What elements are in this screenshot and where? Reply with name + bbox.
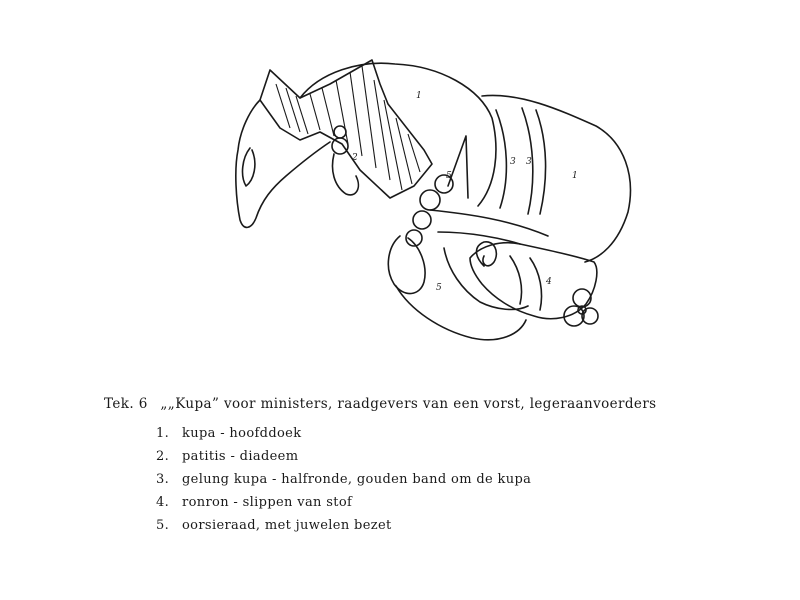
patitis-knob-top bbox=[334, 126, 346, 138]
front-ornament-inner bbox=[243, 148, 255, 186]
legend-item-number: 2. bbox=[156, 449, 170, 464]
drawing-label-5a: 5 bbox=[446, 171, 452, 181]
legend-item-text: ronron - slippen van stof bbox=[182, 495, 353, 510]
ronron-fold-2 bbox=[530, 258, 542, 310]
ronron-curl bbox=[477, 242, 497, 266]
legend-item bbox=[156, 472, 531, 495]
figure-caption bbox=[104, 396, 657, 412]
jewel-2 bbox=[420, 190, 440, 210]
legend-item-number: 5. bbox=[156, 518, 170, 533]
legend-item bbox=[156, 449, 531, 472]
jewel-3 bbox=[413, 211, 431, 229]
drawing-label-5b: 5 bbox=[436, 283, 442, 293]
kupa-dome-back bbox=[482, 95, 630, 262]
lower-inner-curve bbox=[444, 248, 528, 309]
patitis-knob-mid bbox=[332, 138, 348, 154]
legend-item-number: 1. bbox=[156, 426, 170, 441]
kupa-lower-band bbox=[430, 210, 548, 244]
figure-number: Tek. 6 bbox=[104, 396, 148, 412]
front-ornament bbox=[236, 100, 330, 227]
drawing-label-1b: 1 bbox=[572, 171, 578, 181]
legend-item bbox=[156, 518, 531, 541]
drawing-label-1a: 1 bbox=[416, 91, 422, 101]
lower-curve bbox=[396, 286, 526, 340]
legend-item-text: oorsieraad, met juwelen bezet bbox=[182, 518, 392, 533]
legend-item-text: gelung kupa - halfronde, gouden band om de kupa bbox=[182, 472, 532, 487]
legend-item-text: patitis - diadeem bbox=[182, 449, 299, 464]
drawing-label-4: 4 bbox=[546, 277, 552, 287]
legend-item bbox=[156, 495, 531, 518]
rosette-petal-1 bbox=[573, 289, 591, 307]
drawing-label-3a: 3 bbox=[510, 157, 516, 167]
gelung-band-line-1 bbox=[496, 110, 506, 208]
drawing-label-2: 2 bbox=[352, 153, 358, 163]
gelung-band-line-3 bbox=[536, 110, 546, 214]
ronron-fold-1 bbox=[510, 256, 522, 304]
drawing-label-3b: 3 bbox=[526, 157, 532, 167]
figure-title: „„Kupa” voor ministers, raadgevers van een vorst, legeraanvoerders bbox=[160, 396, 657, 412]
legend-item-text: kupa - hoofddoek bbox=[182, 426, 302, 441]
legend-item-number: 3. bbox=[156, 472, 170, 487]
legend-item-number: 4. bbox=[156, 495, 170, 510]
legend-item bbox=[156, 426, 531, 449]
patitis-hatching bbox=[276, 66, 420, 190]
legend-list bbox=[156, 426, 531, 541]
